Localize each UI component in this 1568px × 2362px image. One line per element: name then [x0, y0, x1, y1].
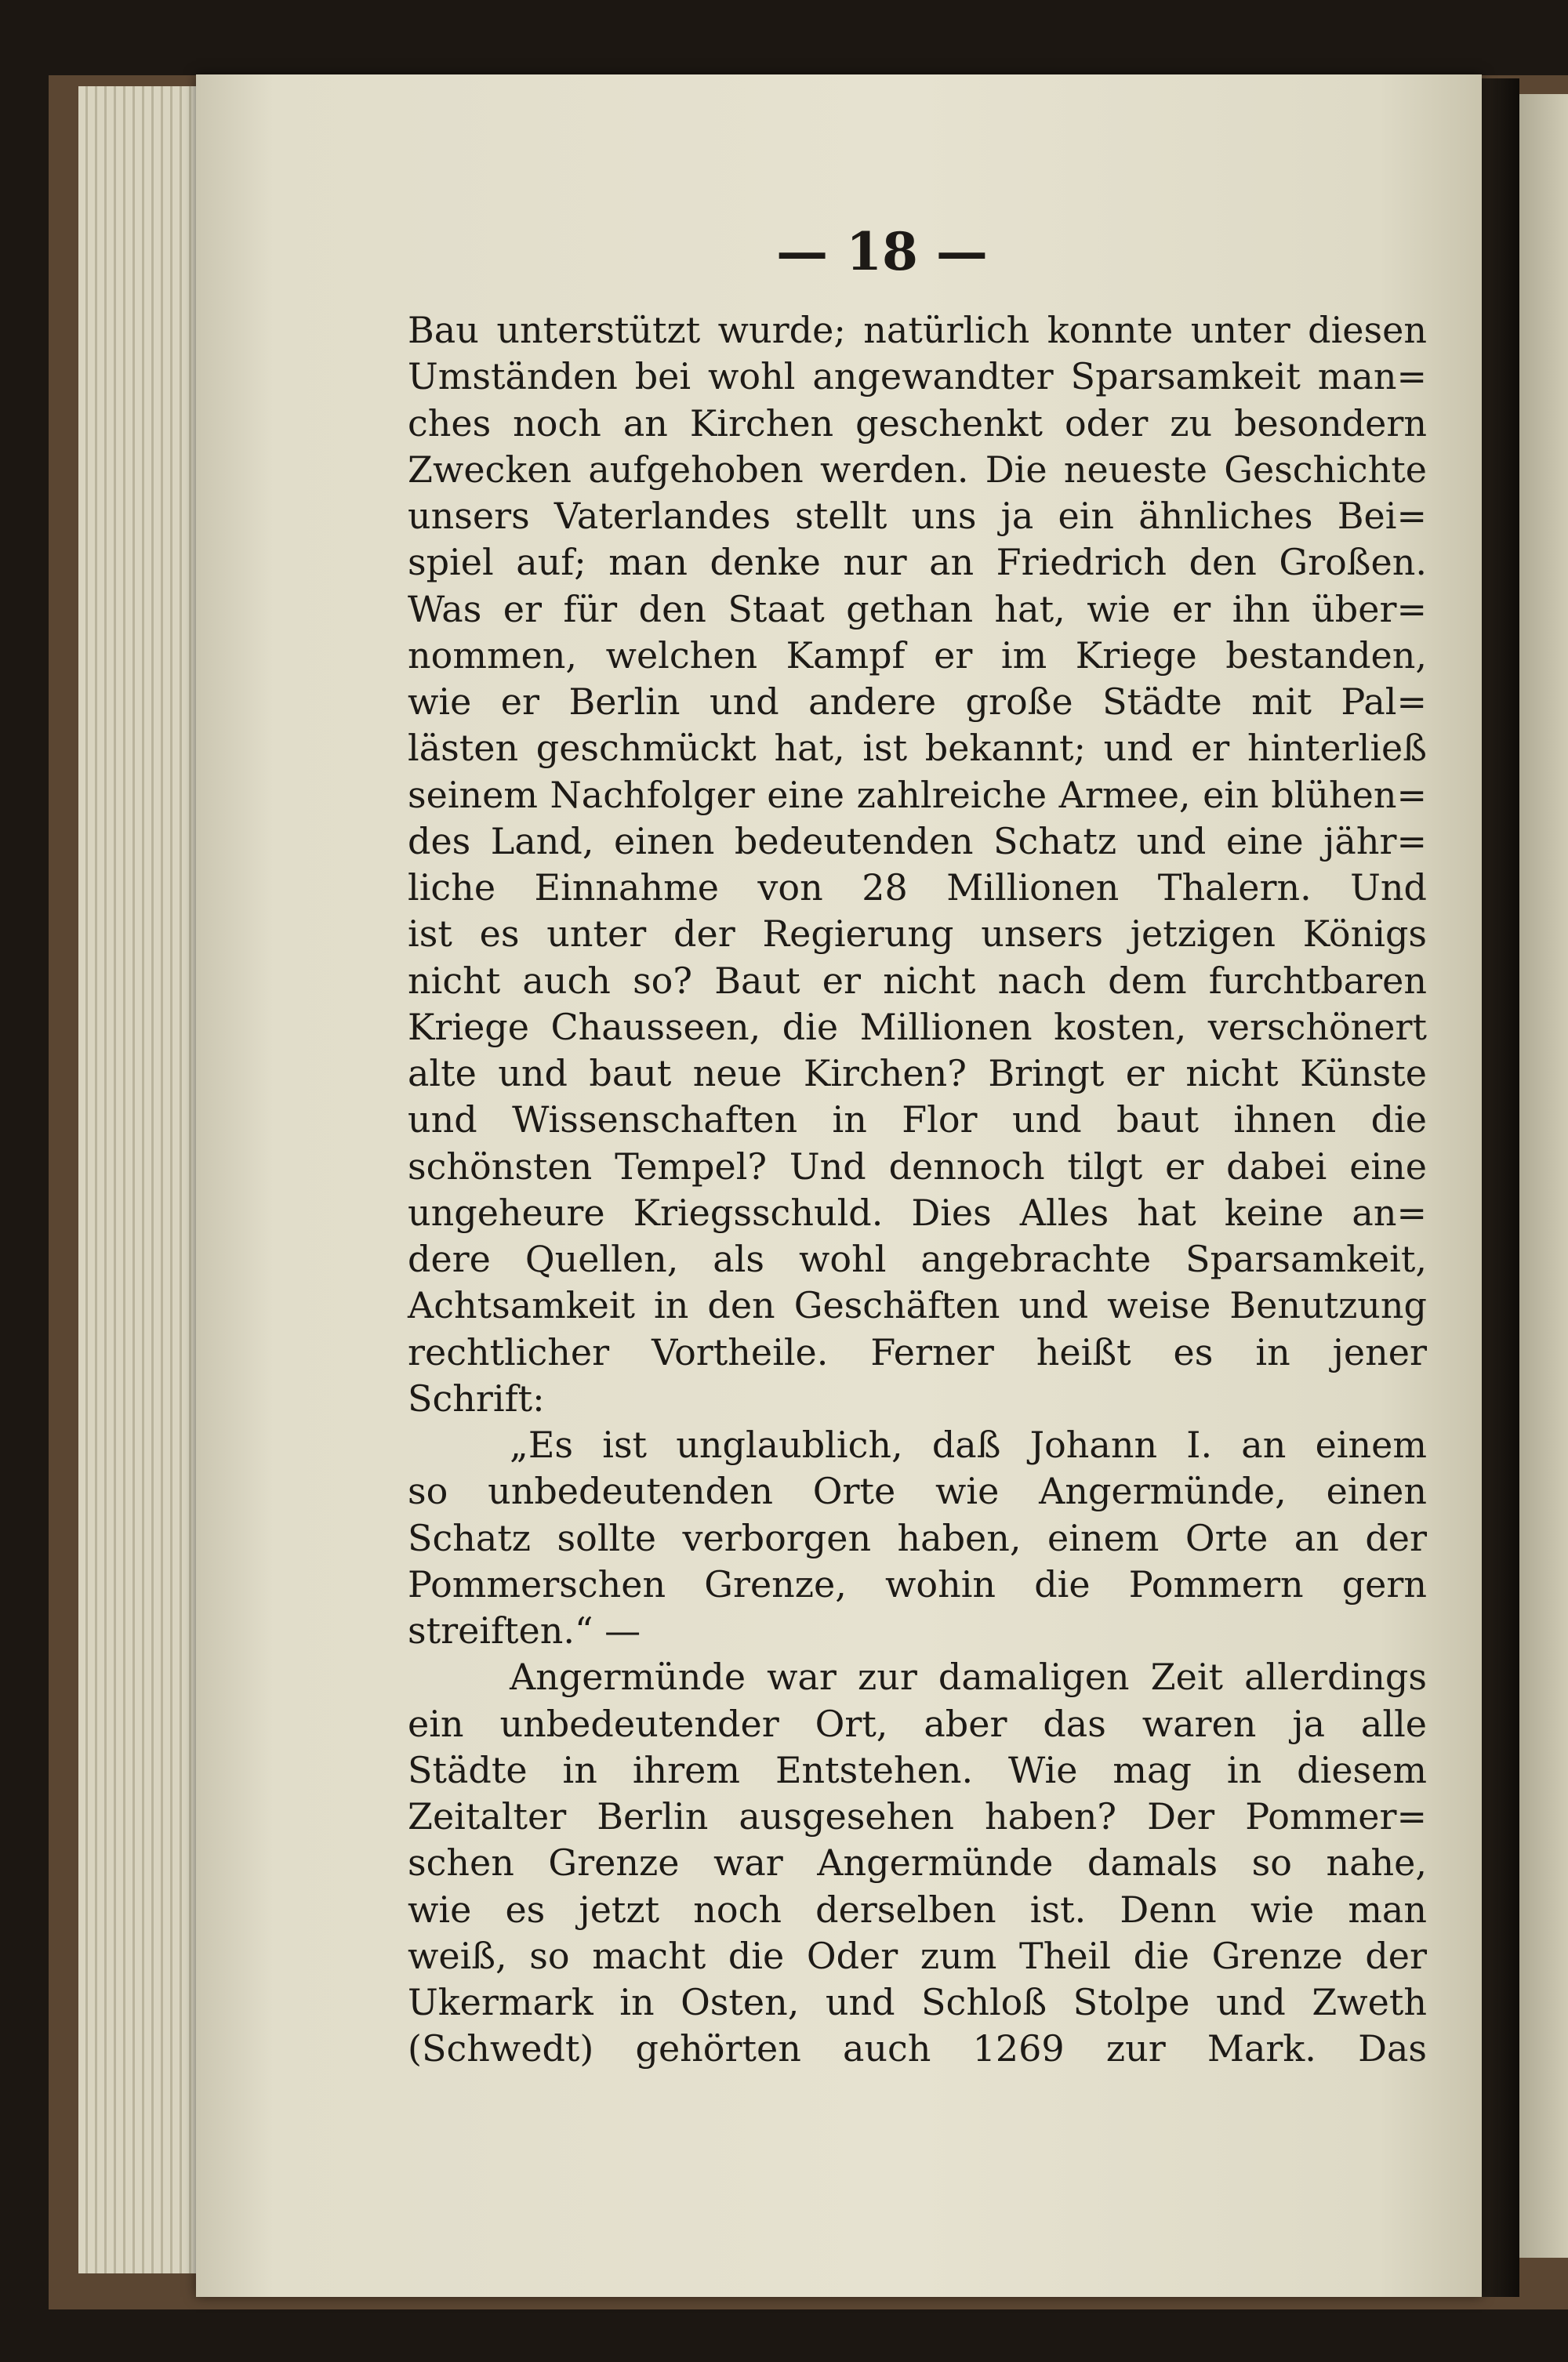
text-line: weiß, so macht die Oder zum Theil die Grenze der: [408, 1934, 1427, 1977]
text-line: lästen geschmückt hat, ist bekannt; und er hinterließ: [408, 727, 1427, 770]
text-line: (Schwedt) gehörten auch 1269 zur Mark. Das: [408, 2027, 1427, 2070]
quote-line: Pommerschen Grenze, wohin die Pommern gern: [408, 1562, 1427, 1606]
page-edges: [78, 86, 212, 2273]
text-line: Bau unterstützt wurde; natürlich konnte unter diesen: [408, 309, 1427, 351]
text-line: Zeitalter Berlin ausgesehen haben? Der Pommer=: [408, 1795, 1427, 1838]
text-line: und Wissenschaften in Flor und baut ihnen die: [408, 1098, 1427, 1141]
text-line: ungeheure Kriegsschuld. Dies Alles hat keine an=: [408, 1191, 1427, 1234]
text-line: Zwecken aufgehoben werden. Die neueste Geschichte: [408, 448, 1427, 491]
text-line: spiel auf; man denke nur an Friedrich den Großen.: [408, 541, 1427, 584]
body-text: [408, 307, 1427, 2073]
text-line: wie er Berlin und andere große Städte mit Pal=: [408, 680, 1427, 723]
text-line: Was er für den Staat gethan hat, wie er ihn über=: [408, 587, 1427, 630]
text-line: Ukermark in Osten, und Schloß Stolpe und Zweth: [408, 1981, 1427, 2023]
text-line: rechtlicher Vortheile. Ferner heißt es in jener: [408, 1330, 1427, 1373]
text-line: dere Quellen, als wohl angebrachte Sparsamkeit,: [408, 1238, 1427, 1280]
text-line: Umständen bei wohl angewandter Sparsamkeit man=: [408, 355, 1427, 398]
quote-line: so unbedeutenden Orte wie Angermünde, einen: [408, 1470, 1427, 1513]
quote-line: streiften.“ —: [408, 1609, 641, 1652]
text-line: Schrift:: [408, 1377, 545, 1420]
text-line: des Land, einen bedeutenden Schatz und eine jähr=: [408, 819, 1427, 862]
text-line: nommen, welchen Kampf er im Kriege bestanden,: [408, 633, 1427, 677]
text-line: Achtsamkeit in den Geschäften und weise Benutzung: [408, 1284, 1427, 1327]
text-line: liche Einnahme von 28 Millionen Thalern. Und: [408, 866, 1427, 909]
quote-line: Schatz sollte verborgen haben, einem Orte an der: [408, 1516, 1427, 1559]
text-line: Städte in ihrem Entstehen. Wie mag in diesem: [408, 1748, 1427, 1791]
text-line: ein unbedeutender Ort, aber das waren ja alle: [408, 1702, 1427, 1745]
text-line: alte und baut neue Kirchen? Bringt er nicht Künste: [408, 1052, 1427, 1094]
quote-line: „Es ist unglaublich, daß Johann I. an einem: [510, 1424, 1427, 1466]
text-line: Kriege Chausseen, die Millionen kosten, verschönert: [408, 1005, 1427, 1048]
text-line: nicht auch so? Baut er nicht nach dem furchtbaren: [408, 959, 1427, 1002]
text-line: unsers Vaterlandes stellt uns ja ein ähnliches Bei=: [408, 495, 1427, 537]
text-line: ist es unter der Regierung unsers jetzigen Königs: [408, 913, 1427, 956]
text-line: ches noch an Kirchen geschenkt oder zu besondern: [408, 401, 1427, 444]
page-number: — 18 —: [776, 221, 988, 282]
text-line: wie es jetzt noch derselben ist. Denn wie man: [408, 1888, 1427, 1931]
text-line: seinem Nachfolger eine zahlreiche Armee, ein blühen=: [408, 773, 1427, 816]
text-line: schönsten Tempel? Und dennoch tilgt er dabei eine: [408, 1145, 1427, 1188]
text-line: Angermünde war zur damaligen Zeit allerdings: [510, 1656, 1427, 1699]
text-line: schen Grenze war Angermünde damals so nahe,: [408, 1841, 1427, 1885]
